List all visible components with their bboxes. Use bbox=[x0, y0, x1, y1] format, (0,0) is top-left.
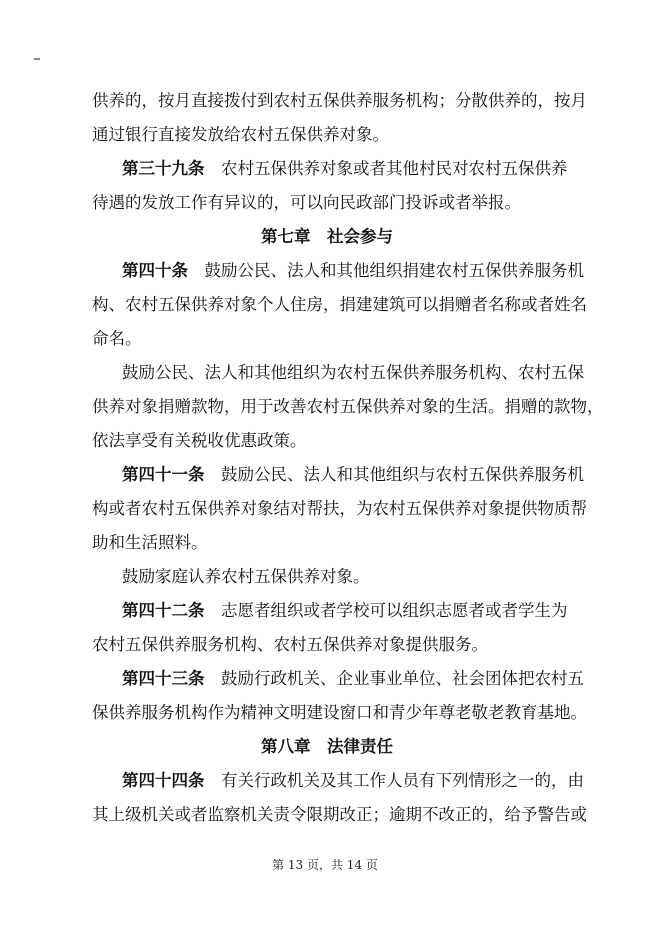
article-44-line bbox=[92, 764, 584, 798]
article-text: 鼓励公民、法人和其他组织捐建农村五保供养服务机 bbox=[188, 261, 584, 280]
text-line bbox=[92, 526, 562, 560]
article-text: 鼓励行政机关、企业事业单位、社会团体把农村五 bbox=[204, 669, 584, 688]
article-number: 第四十四条 bbox=[122, 771, 205, 790]
article-39-line bbox=[92, 152, 568, 186]
article-text: 保供养服务机构作为精神文明建设窗口和青少年尊老敬老教育基地。 bbox=[92, 703, 587, 722]
article-text: 通过银行直接发放给农村五保供养对象。 bbox=[92, 125, 389, 144]
article-text: 鼓励公民、法人和其他组织与农村五保供养服务机 bbox=[204, 465, 584, 484]
text-line bbox=[92, 424, 562, 458]
text-line bbox=[92, 118, 562, 152]
article-text: 农村五保供养服务机构、农村五保供养对象提供服务。 bbox=[92, 635, 488, 654]
article-text: 助和生活照料。 bbox=[92, 533, 208, 552]
article-43-line bbox=[92, 662, 584, 696]
article-text: 依法享受有关税收优惠政策。 bbox=[92, 431, 307, 450]
article-text: 农村五保供养对象或者其他村民对农村五保供养 bbox=[204, 159, 568, 178]
article-text: 鼓励公民、法人和其他组织为农村五保供养服务机构、农村五保 bbox=[122, 363, 584, 382]
article-text: 其上级机关或者监察机关责令限期改正；逾期不改正的，给予警告或 bbox=[92, 805, 587, 824]
text-line bbox=[92, 84, 587, 118]
text-line bbox=[92, 356, 584, 390]
article-number: 第四十一条 bbox=[122, 465, 205, 484]
article-42-line bbox=[92, 594, 568, 628]
article-text: 供养的，按月直接拨付到农村五保供养服务机构；分散供养的，按月 bbox=[92, 91, 587, 110]
article-text: 供养对象捐赠款物，用于改善农村五保供养对象的生活。捐赠的款物， bbox=[92, 397, 604, 416]
page-footer: 第 13 页，共 14 页 bbox=[272, 858, 378, 872]
text-line bbox=[92, 288, 587, 322]
article-number: 第四十二条 bbox=[122, 601, 205, 620]
chapter-heading: 第七章 社会参与 bbox=[261, 227, 393, 246]
article-41-line bbox=[92, 458, 584, 492]
chapter-heading: 第八章 法律责任 bbox=[261, 737, 393, 756]
article-number: 第三十九条 bbox=[122, 159, 205, 178]
article-text: 有关行政机关及其工作人员有下列情形之一的，由 bbox=[204, 771, 584, 790]
text-line bbox=[92, 560, 562, 594]
text-line bbox=[92, 696, 587, 730]
document-body bbox=[92, 84, 604, 832]
article-text: 志愿者组织或者学校可以组织志愿者或者学生为 bbox=[204, 601, 568, 620]
article-text: 鼓励家庭认养农村五保供养对象。 bbox=[122, 567, 370, 586]
scan-speck bbox=[34, 58, 40, 60]
text-line bbox=[92, 322, 562, 356]
text-line bbox=[92, 798, 587, 832]
article-text: 构、农村五保供养对象个人住房，捐建建筑可以捐赠者名称或者姓名 bbox=[92, 295, 587, 314]
article-40-line bbox=[92, 254, 584, 288]
text-line bbox=[92, 492, 587, 526]
article-text: 命名。 bbox=[92, 329, 142, 348]
article-number: 第四十条 bbox=[122, 261, 188, 280]
article-number: 第四十三条 bbox=[122, 669, 205, 688]
article-text: 待遇的发放工作有异议的，可以向民政部门投诉或者举报。 bbox=[92, 193, 521, 212]
text-line bbox=[92, 186, 562, 220]
text-line bbox=[92, 628, 562, 662]
article-text: 构或者农村五保供养对象结对帮扶，为农村五保供养对象提供物质帮 bbox=[92, 499, 587, 518]
text-line bbox=[92, 390, 604, 424]
